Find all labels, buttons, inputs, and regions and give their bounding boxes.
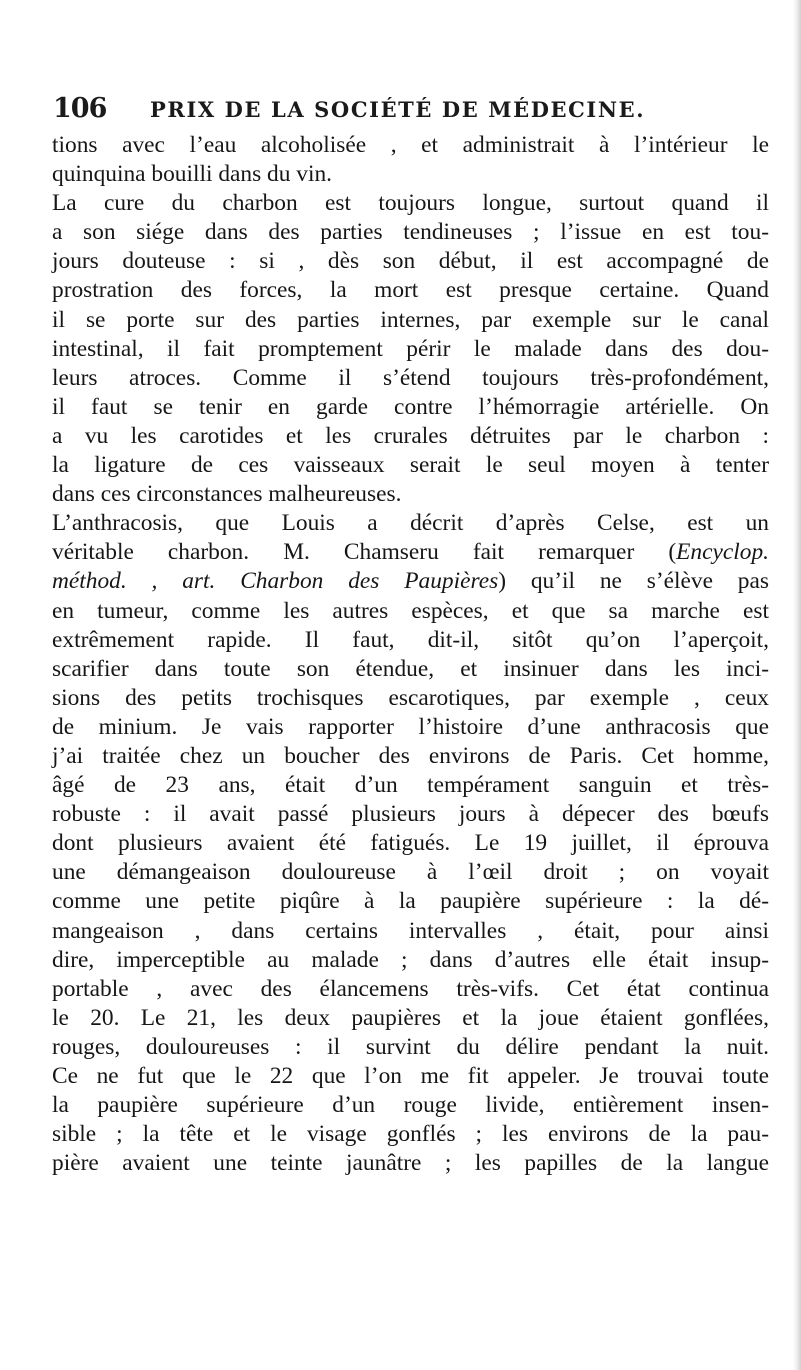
text-line: intestinal, il fait promptement périr le malade dans des dou- — [52, 335, 769, 362]
body-text — [52, 131, 769, 1178]
text-line: le 20. Le 21, les deux paupières et la joue étaient gonflées, — [52, 1004, 769, 1031]
text-segment: ) qu’il ne s’élève pas — [498, 568, 769, 595]
running-head: PRIX DE LA SOCIÉTÉ DE MÉDECINE. — [150, 97, 646, 122]
text-line: il faut se tenir en garde contre l’hémorragie artérielle. On — [52, 393, 769, 420]
text-line: La cure du charbon est toujours longue, surtout quand il — [52, 190, 769, 217]
text-line: a vu les carotides et les crurales détruites par le charbon : — [52, 422, 769, 449]
text-line: extrêmement rapide. Il faut, dit-il, sitôt qu’on l’aperçoit, — [52, 626, 769, 653]
text-line: dire, imperceptible au malade ; dans d’autres elle était insup- — [52, 946, 769, 973]
text-line: a son siége dans des parties tendineuses ; l’issue en est tou- — [52, 219, 769, 246]
text-line: prostration des forces, la mort est presque certaine. Quand — [52, 277, 769, 304]
text-line: sible ; la tête et le visage gonflés ; les environs de la pau- — [52, 1121, 769, 1148]
text-line: dont plusieurs avaient été fatigués. Le 19 juillet, il éprouva — [52, 830, 769, 857]
text-line: sions des petits trochisques escarotiques, par exemple , ceux — [52, 684, 769, 711]
text-line: il se porte sur des parties internes, par exemple sur le canal — [52, 306, 769, 333]
text-line: Ce ne fut que le 22 que l’on me fit appeler. Je trouvai toute — [52, 1063, 769, 1089]
text-line: en tumeur, comme les autres espèces, et que sa marche est — [52, 597, 769, 624]
text-line: quinquina bouilli dans du vin. — [52, 161, 333, 188]
text-line: scarifier dans toute son étendue, et insinuer dans les inci- — [52, 655, 769, 682]
page-edge — [793, 0, 801, 1370]
page-number: 106 — [53, 93, 107, 124]
text-line: j’ai traitée chez un boucher des environs de Paris. Cet homme, — [52, 742, 769, 769]
text-line: la ligature de ces vaisseaux serait le seul moyen à tenter — [52, 452, 769, 479]
text-line: pière avaient une teinte jaunâtre ; les papilles de la langue — [52, 1150, 769, 1177]
text-line: robuste : il avait passé plusieurs jours à dépecer des bœufs — [52, 801, 769, 828]
italic-citation: méthod. , art. Charbon des Paupières — [52, 568, 499, 595]
italic-citation: Encyclop. — [676, 539, 769, 566]
text-segment: véritable charbon. M. Chamseru fait remarquer ( — [52, 539, 677, 566]
text-line — [52, 567, 769, 596]
text-line: âgé de 23 ans, était d’un tempérament sanguin et très- — [52, 772, 769, 799]
text-line: L’anthracosis, que Louis a décrit d’après Celse, est un — [52, 510, 769, 537]
text-line: mangeaison , dans certains intervalles , était, pour ainsi — [52, 917, 769, 944]
text-line: tions avec l’eau alcoholisée , et administrait à l’intérieur le — [52, 132, 769, 158]
text-line: rouges, douloureuses : il survint du délire pendant la nuit. — [52, 1033, 769, 1060]
text-line: de minium. Je vais rapporter l’histoire d’une anthracosis que — [52, 713, 769, 740]
text-line: leurs atroces. Comme il s’étend toujours très-profondément, — [52, 364, 769, 391]
page-header — [53, 91, 763, 127]
text-line: portable , avec des élancemens très-vifs. Cet état continua — [52, 975, 769, 1002]
text-line: une démangeaison douloureuse à l’œil droit ; on voyait — [52, 859, 769, 886]
text-line — [52, 538, 769, 567]
text-line: dans ces circonstances malheureuses. — [52, 481, 402, 508]
text-line: comme une petite piqûre à la paupière supérieure : la dé- — [52, 888, 769, 915]
text-line: jours douteuse : si , dès son début, il est accompagné de — [52, 248, 769, 275]
text-line: la paupière supérieure d’un rouge livide, entièrement insen- — [52, 1092, 769, 1119]
